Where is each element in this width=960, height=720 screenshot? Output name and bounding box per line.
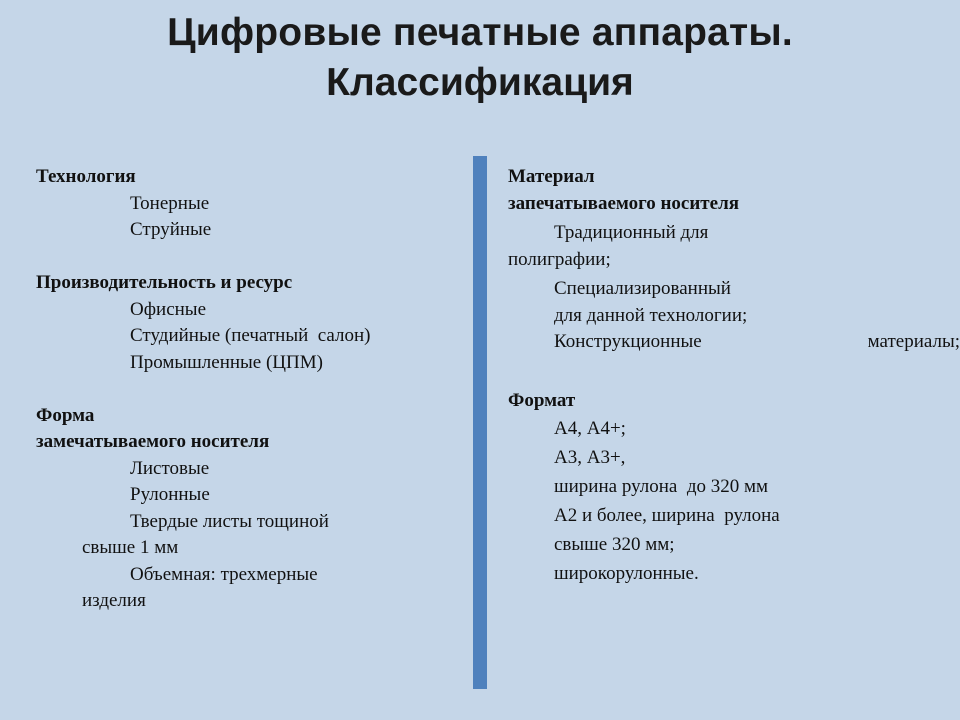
right-column [508,164,960,588]
material-item-constructional [508,329,960,356]
material-item-traditional-line1: Традиционный для [554,222,709,243]
form-item-3d-line1: Объемная: трехмерные [130,563,318,585]
format-item-wide-roll: широкорулонные. [554,563,699,584]
material-item-traditional-line2: полиграфии; [508,248,611,270]
format-item-over-320: свыше 320 мм; [554,534,675,555]
form-item-sheet: Листовые [130,457,210,479]
form-item-rigid-line1: Твердые листы тощиной [130,510,329,532]
form-heading-line1: Форма [36,404,95,426]
performance-item-office: Офисные [130,298,206,320]
slide-title-line2: Классификация [326,61,634,104]
spacer [36,376,456,403]
technology-item-toner: Тонерные [130,192,210,214]
performance-item-industrial: Промышленные (ЦПМ) [130,351,323,373]
format-item-a4: А4, А4+; [554,418,626,439]
format-item-a2: А2 и более, ширина рулона [554,505,780,526]
material-item-constructional-part2: материалы; [867,331,960,352]
performance-item-studio: Студийные (печатный салон) [130,325,371,346]
material-item-constructional-part1: Конструкционные [554,331,702,352]
form-item-rigid-line2: свыше 1 мм [82,537,179,558]
material-heading-line1: Материал [508,166,595,187]
performance-heading: Производительность и ресурс [36,272,293,293]
slide-title [0,8,960,108]
technology-item-inkjet: Струйные [130,219,212,240]
spacer [508,356,938,388]
spacer [36,244,456,271]
slide-title-line1: Цифровые печатные аппараты. [167,11,793,54]
format-item-roll-320: ширина рулона до 320 мм [554,476,769,497]
material-item-specialized-line2: для данной технологии; [554,304,748,326]
material-item-specialized-line1: Специализированный [554,278,731,299]
format-item-a3: А3, А3+, [554,447,626,468]
left-column [36,164,456,615]
column-divider [473,156,487,689]
format-heading: Формат [508,389,576,411]
form-item-roll: Рулонные [130,484,210,505]
form-item-3d-line2: изделия [82,590,146,611]
technology-heading: Технология [36,166,136,187]
material-heading-line2: запечатываемого носителя [508,192,740,214]
form-heading-line2: замечатываемого носителя [36,431,270,452]
